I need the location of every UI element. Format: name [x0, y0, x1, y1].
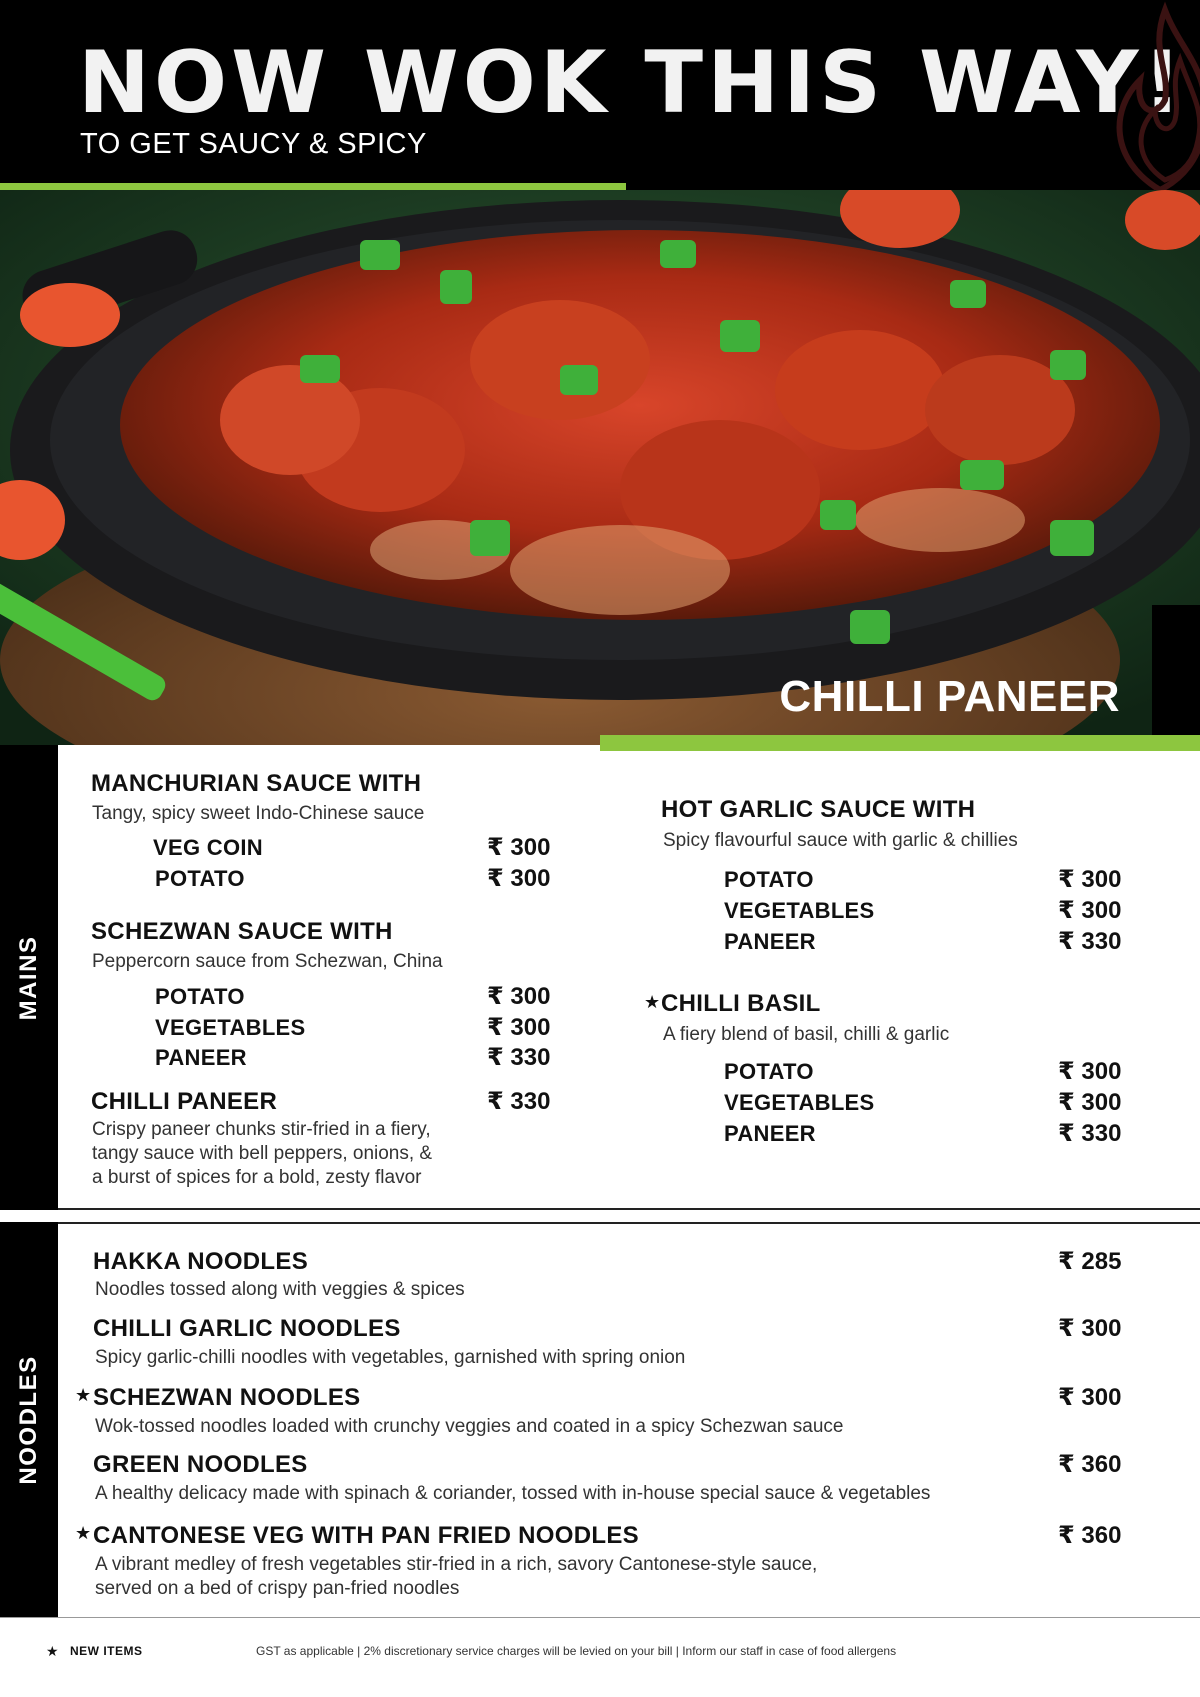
menu-group-title: CHILLI PANEER [91, 1088, 278, 1115]
menu-item-name: VEGETABLES [724, 1090, 875, 1115]
noodle-item-desc: Noodles tossed along with veggies & spices [95, 1279, 465, 1300]
menu-item-name: PANEER [724, 929, 816, 954]
menu-group-desc: tangy sauce with bell peppers, onions, & [92, 1143, 433, 1164]
noodle-item-desc: served on a bed of crispy pan-fried noodles [95, 1578, 460, 1599]
menu-group-desc: A fiery blend of basil, chilli & garlic [663, 1024, 950, 1045]
menu-group-title: SCHEZWAN SAUCE WITH [91, 918, 393, 945]
menu-item-name: POTATO [155, 866, 245, 891]
noodle-item-desc: Spicy garlic-chilli noodles with vegetables, garnished with spring onion [95, 1347, 686, 1368]
section-tab-noodles [0, 1222, 58, 1617]
noodle-item-desc: A vibrant medley of fresh vegetables stir-fried in a rich, savory Cantonese-style sauce, [95, 1554, 818, 1575]
menu-group-desc: a burst of spices for a bold, zesty flavor [92, 1167, 422, 1188]
noodle-item-price: ₹ 300 [1058, 1315, 1122, 1342]
menu-item-price: ₹ 300 [487, 865, 551, 892]
noodle-item-title: SCHEZWAN NOODLES [93, 1384, 361, 1411]
new-items-star-icon: ★ [46, 1643, 59, 1659]
section-label-mains: MAINS [15, 935, 42, 1020]
subline: TO GET SAUCY & SPICY [80, 128, 427, 160]
noodle-item-desc: Wok-tossed noodles loaded with crunchy veggies and coated in a spicy Schezwan sauce [95, 1416, 844, 1437]
footer-divider [0, 1617, 1200, 1618]
headline: NOW WOK THIS WAY! [78, 33, 1186, 133]
menu-item-price: ₹ 300 [1058, 897, 1122, 924]
menu-item-price: ₹ 330 [487, 1044, 551, 1071]
menu-item-price: ₹ 300 [487, 1014, 551, 1041]
menu-item-price: ₹ 330 [487, 1088, 551, 1115]
menu-item-name: VEG COIN [153, 835, 263, 860]
noodle-item-title: HAKKA NOODLES [93, 1248, 309, 1275]
menu-item-price: ₹ 300 [487, 983, 551, 1010]
new-item-star-icon: ★ [644, 992, 661, 1012]
menu-item-price: ₹ 300 [1058, 1089, 1122, 1116]
menu-item-price: ₹ 300 [1058, 1058, 1122, 1085]
new-item-star-icon: ★ [75, 1523, 92, 1543]
noodle-item-price: ₹ 360 [1058, 1451, 1122, 1478]
menu-group-desc: Spicy flavourful sauce with garlic & chillies [663, 830, 1018, 851]
menu-item-price: ₹ 330 [1058, 928, 1122, 955]
menu-group-title: HOT GARLIC SAUCE WITH [661, 796, 976, 823]
menu-item-price: ₹ 300 [487, 834, 551, 861]
page-header [0, 0, 1200, 190]
menu-item-name: VEGETABLES [155, 1015, 306, 1040]
new-item-star-icon: ★ [75, 1385, 92, 1405]
menu-group-title: CHILLI BASIL [661, 990, 821, 1017]
noodle-item-title: CHILLI GARLIC NOODLES [93, 1315, 401, 1342]
chilli-paneer-image [0, 190, 1200, 745]
noodle-item-price: ₹ 285 [1058, 1248, 1122, 1275]
section-label-noodles: NOODLES [15, 1354, 42, 1485]
menu-item-price: ₹ 330 [1058, 1120, 1122, 1147]
menu-group-desc: Peppercorn sauce from Schezwan, China [92, 951, 443, 972]
hero-label: CHILLI PANEER [779, 672, 1120, 721]
flame-icon [1070, 0, 1200, 190]
menu-item-name: PANEER [155, 1045, 247, 1070]
menu-group-title: MANCHURIAN SAUCE WITH [91, 770, 422, 797]
section-divider-top [58, 1208, 1200, 1210]
noodle-item-title: GREEN NOODLES [93, 1451, 308, 1478]
noodle-item-desc: A healthy delicacy made with spinach & coriander, tossed with in-house special sauce & vegetables [95, 1483, 931, 1504]
noodle-item-title: CANTONESE VEG WITH PAN FRIED NOODLES [93, 1522, 639, 1549]
new-items-legend: NEW ITEMS [70, 1644, 143, 1658]
noodle-item-price: ₹ 300 [1058, 1384, 1122, 1411]
hero-photo [0, 190, 1200, 745]
menu-group-desc: Crispy paneer chunks stir-fried in a fiery, [92, 1119, 431, 1140]
footer-note: GST as applicable | 2% discretionary service charges will be levied on your bill | Inform our staff in case of food allergens [256, 1644, 897, 1658]
menu-item-name: PANEER [724, 1121, 816, 1146]
hero-corner-block [1152, 605, 1200, 735]
accent-bar-hero [600, 735, 1200, 751]
menu-item-name: POTATO [724, 867, 814, 892]
menu-item-price: ₹ 300 [1058, 866, 1122, 893]
menu-item-name: POTATO [724, 1059, 814, 1084]
menu-item-name: POTATO [155, 984, 245, 1009]
noodle-item-price: ₹ 360 [1058, 1522, 1122, 1549]
section-tab-mains [0, 745, 58, 1210]
menu-item-name: VEGETABLES [724, 898, 875, 923]
section-divider-bottom [58, 1222, 1200, 1224]
menu-group-desc: Tangy, spicy sweet Indo-Chinese sauce [92, 803, 425, 824]
